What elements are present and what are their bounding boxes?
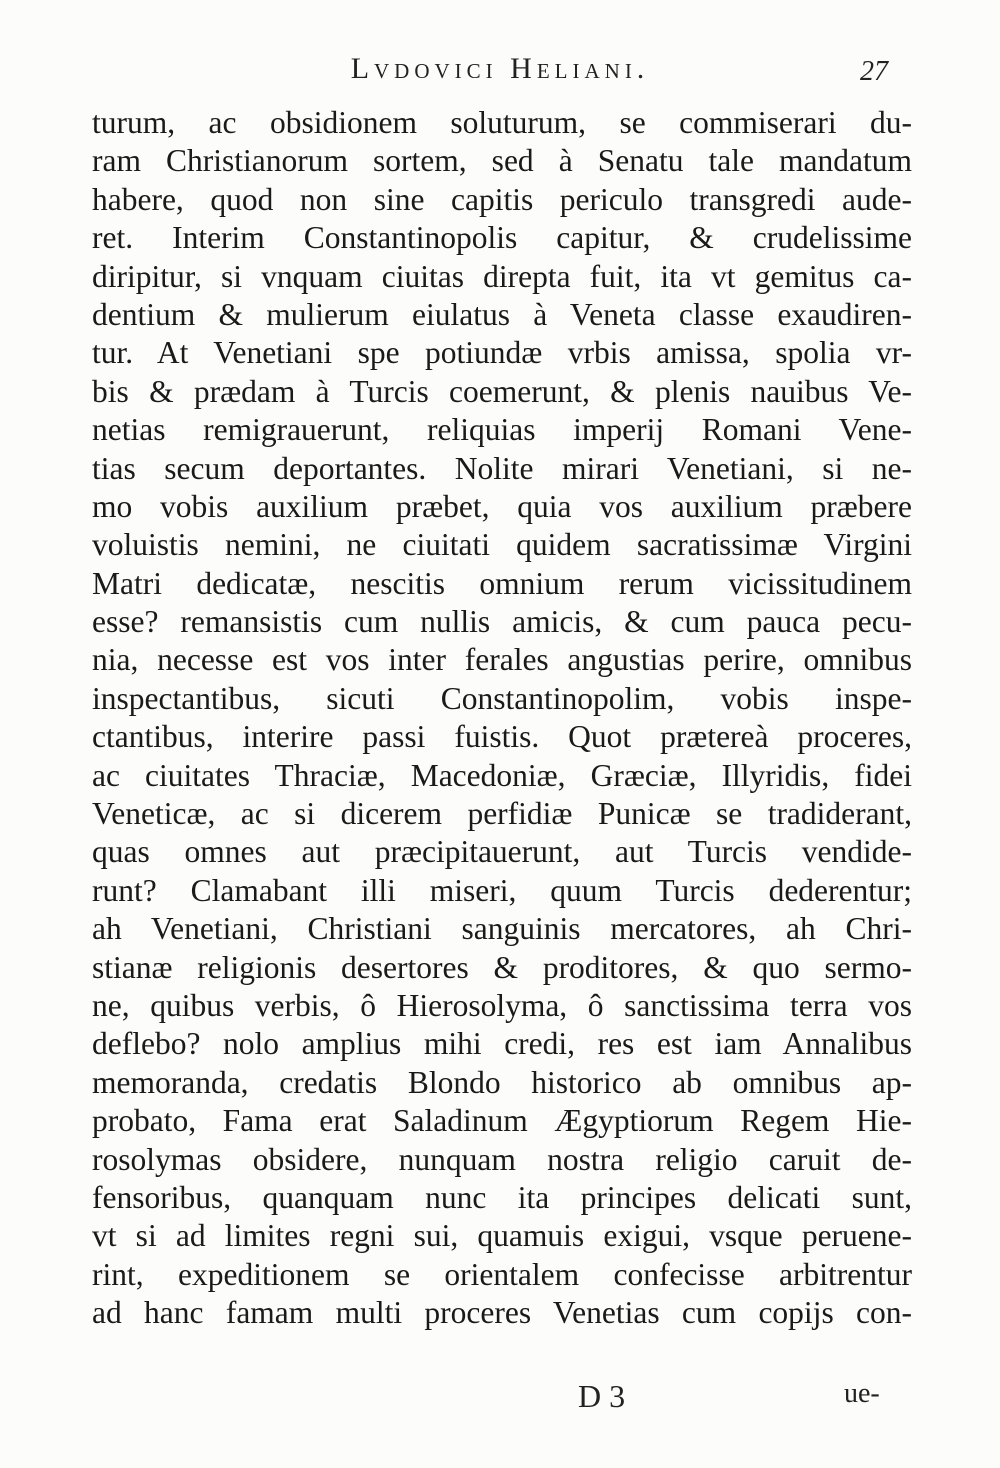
text-line: ah Venetiani, Christiani sanguinis mercatores, ah Chri- [92,911,912,947]
text-line: stianæ religionis desertores & proditores, & quo sermo- [92,949,912,985]
text-line: mo vobis auxilium præbet, quia vos auxilium præbere [92,488,912,524]
text-line: quas omnes aut præcipitauerunt, aut Turcis vendide- [92,834,912,870]
page-number: 27 [860,56,888,87]
text-line: habere, quod non sine capitis periculo transgredi aude- [92,181,912,217]
text-line: ram Christianorum sortem, sed à Senatu tale mandatum [92,143,912,179]
text-line: rint, expeditionem se orientalem confecisse arbitrentur [92,1256,912,1292]
text-line: ne, quibus verbis, ô Hierosolyma, ô sanctissima terra vos [92,987,912,1023]
catchword: ue- [844,1378,880,1409]
text-line: probato, Fama erat Saladinum Ægyptiorum Regem Hie- [92,1103,912,1139]
text-line: bis & prædam à Turcis coemerunt, & plenis nauibus Ve- [92,373,912,409]
text-line: fensoribus, quanquam nunc ita principes delicati sunt, [92,1179,912,1215]
text-line: inspectantibus, sicuti Constantinopolim, vobis inspe- [92,680,912,716]
text-line: ac ciuitates Thraciæ, Macedoniæ, Græciæ, Illyridis, fidei [92,757,912,793]
text-line: nia, necesse est vos inter ferales angustias perire, omnibus [92,642,912,678]
text-line: esse? remansistis cum nullis amicis, & cum pauca pecu- [92,604,912,640]
text-line: deflebo? nolo amplius mihi credi, res est iam Annalibus [92,1026,912,1062]
text-line: tur. At Venetiani spe potiundæ vrbis amissa, spolia vr- [92,335,912,371]
running-title: Lvdovici Heliani. [350,52,650,85]
text-line: netias remigrauerunt, reliquias imperij Romani Vene- [92,412,912,448]
text-line: turum, ac obsidionem soluturum, se commiserari du- [92,105,912,140]
text-line: memoranda, credatis Blondo historico ab omnibus ap- [92,1064,912,1100]
text-line: Matri dedicatæ, nescitis omnium rerum vicissitudinem [92,565,912,601]
text-line: voluistis nemini, ne ciuitati quidem sacratissimæ Virgini [92,527,912,563]
text-line: ret. Interim Constantinopolis capitur, & crudelissime [92,220,912,256]
body-text [92,104,912,1333]
text-line: rosolymas obsidere, nunquam nostra religio caruit de- [92,1141,912,1177]
text-line: dentium & mulierum eiulatus à Veneta classe exaudiren- [92,296,912,332]
text-line: diripitur, si vnquam ciuitas direpta fuit, ita vt gemitus ca- [92,258,912,294]
signature-mark: D 3 [578,1378,626,1414]
text-line: tias secum deportantes. Nolite mirari Venetiani, si ne- [92,450,912,486]
text-line: ad hanc famam multi proceres Venetias cum copijs con- [92,1295,912,1331]
text-line: runt? Clamabant illi miseri, quum Turcis dederentur; [92,872,912,908]
text-line: vt si ad limites regni sui, quamuis exigui, vsque peruene- [92,1218,912,1254]
text-line: ctantibus, interire passi fuistis. Quot prætereà proceres, [92,719,912,755]
text-line: Veneticæ, ac si dicerem perfidiæ Punicæ se tradiderant, [92,796,912,832]
